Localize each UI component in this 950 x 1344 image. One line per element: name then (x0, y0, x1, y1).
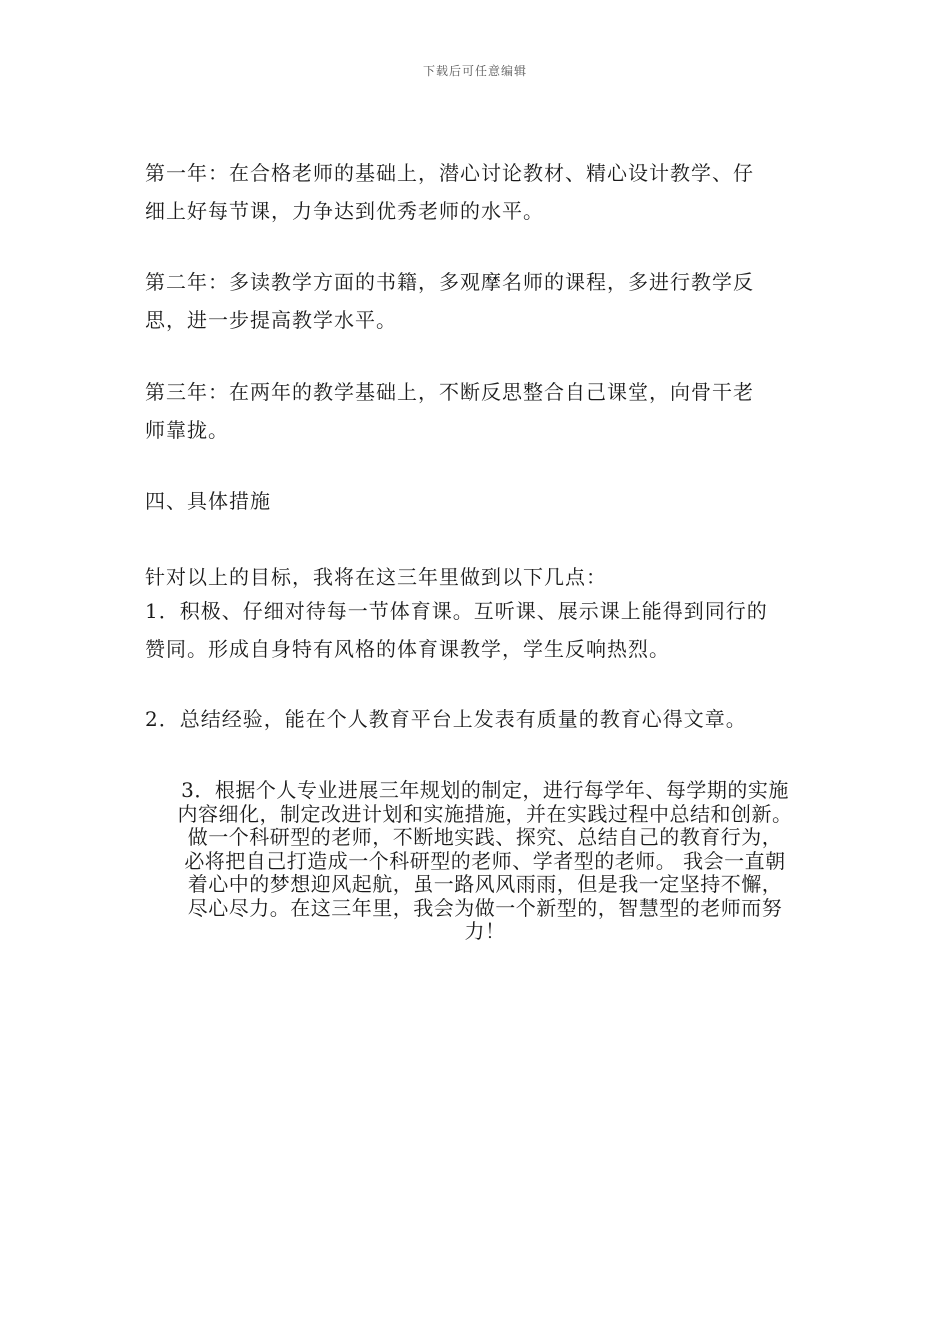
paragraph-intro (145, 558, 815, 596)
paragraph-line: 思，进一步提高教学水平。 (145, 308, 397, 332)
page-header: 下载后可任意编辑 (422, 64, 527, 78)
paragraph-line: 2．总结经验，能在个人教育平台上发表有质量的教育心得文章。 (145, 707, 747, 731)
paragraph-line: 第二年：多读教学方面的书籍，多观摩名师的课程，多进行教学反 (145, 270, 754, 294)
paragraph-line: 赞同。形成自身特有风格的体育课教学，学生反响热烈。 (145, 637, 670, 661)
paragraph-year-one (145, 154, 815, 230)
paragraph-year-three (145, 373, 815, 449)
paragraph-item-three (140, 779, 830, 944)
section-heading (145, 482, 815, 520)
section-heading-text: 四、具体措施 (145, 489, 271, 513)
paragraph-item-two (145, 700, 815, 738)
paragraph-line: 针对以上的目标，我将在这三年里做到以下几点： (145, 565, 607, 589)
paragraph-year-two (145, 263, 815, 339)
paragraph-line: 第三年：在两年的教学基础上，不断反思整合自己课堂，向骨干老 (145, 380, 754, 404)
paragraph-line: 第一年：在合格老师的基础上，潜心讨论教材、精心设计教学、仔 (145, 161, 754, 185)
paragraph-line: 师靠拢。 (145, 418, 229, 442)
paragraph-line: 内容细化，制定改进计划和实施措施，并在实践过程中总结和创新。 (177, 801, 793, 826)
paragraph-line: 做一个科研型的老师，不断地实践、探究、总结自己的教育行为， (187, 825, 783, 849)
paragraph-line: 尽心尽力。在这三年里，我会为做一个新型的，智慧型的老师而努 (187, 895, 783, 920)
paragraph-line: 细上好每节课，力争达到优秀老师的水平。 (145, 199, 544, 223)
paragraph-line: 力！ (464, 919, 506, 943)
paragraph-line: 3．根据个人专业进展三年规划的制定，进行每学年、每学期的实施 (181, 778, 789, 802)
paragraph-line: 1．积极、仔细对待每一节体育课。互听课、展示课上能得到同行的 (145, 599, 768, 623)
paragraph-line: 着心中的梦想迎风起航，虽一路风风雨雨，但是我一定坚持不懈， (187, 872, 783, 896)
paragraph-item-one (145, 592, 815, 668)
paragraph-line: 必将把自己打造成一个科研型的老师、学者型的老师。 我会一直朝 (184, 848, 786, 873)
